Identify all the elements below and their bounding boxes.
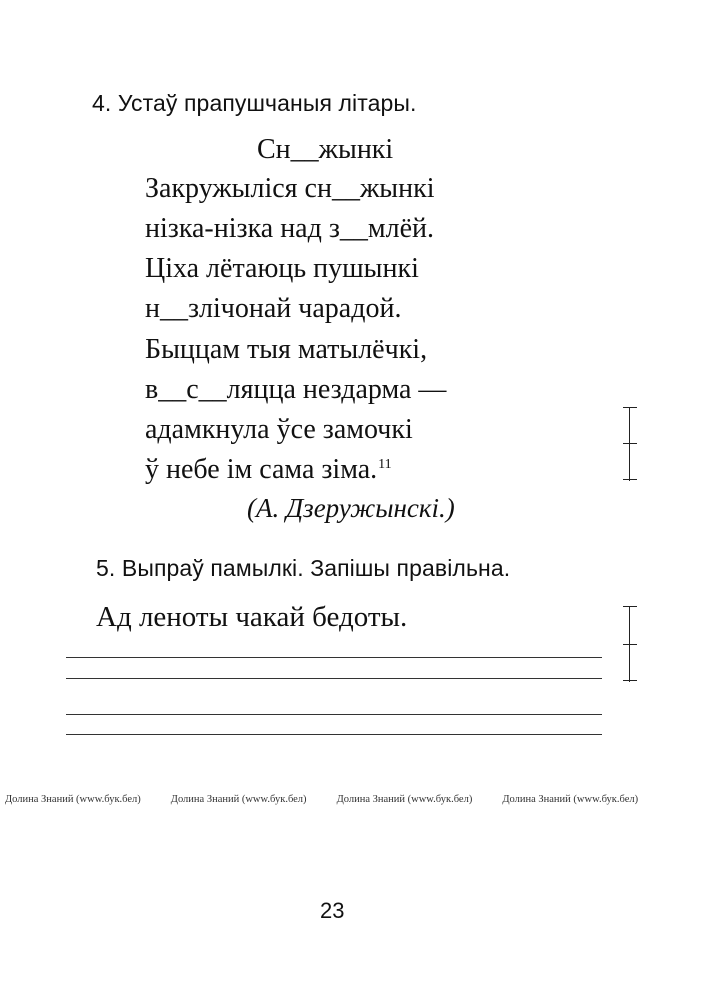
- watermark-row: [5, 789, 707, 805]
- answer-writing-line[interactable]: [66, 657, 602, 658]
- bracket-tick: [623, 443, 637, 444]
- poem-line: Ціха лётаюць пушынкі: [145, 253, 419, 284]
- task-4-title: 4. Устаў прапушчаныя літары.: [92, 90, 417, 116]
- watermark-text: Долина Знаний (www.бук.бел): [502, 794, 639, 805]
- bracket-tick: [623, 606, 637, 607]
- poem-title: Сн__жынкі: [257, 134, 394, 165]
- watermark-text: Долина Знаний (www.бук.бел): [5, 794, 141, 805]
- bracket-tick: [623, 644, 637, 645]
- bracket-tick: [623, 479, 637, 480]
- answer-writing-line[interactable]: [66, 678, 602, 679]
- error-sentence: Ад леноты чакай бедоты.: [96, 601, 408, 633]
- poem-line: адамкнула ўсе замочкі: [145, 414, 413, 445]
- watermark-text: Долина Знаний (www.бук.бел): [170, 794, 307, 805]
- poem-line: н__злічонай чарадой.: [145, 293, 402, 324]
- poem-line: в__с__ляцца нездарма —: [145, 374, 447, 405]
- task-5-title: 5. Выпраў памылкі. Запішы правільна.: [96, 555, 511, 581]
- score-bracket: [623, 606, 637, 682]
- poem-line: Закружыліся сн__жынкі: [145, 173, 435, 204]
- bracket-tick: [623, 407, 637, 408]
- poem-line-text: ў небе ім сама зіма.: [145, 454, 378, 485]
- bracket-line: [629, 407, 630, 481]
- bracket-tick: [623, 680, 637, 681]
- poem-author: (А. Дзеружынскі.): [247, 493, 455, 523]
- poem-line-last: [145, 456, 392, 484]
- footnote-reference: 11: [378, 457, 392, 472]
- poem-line: нізка-нізка над з__млёй.: [145, 213, 435, 244]
- score-bracket: [623, 407, 637, 481]
- answer-writing-line[interactable]: [66, 714, 602, 715]
- poem-line: Быццам тыя матылёчкі,: [145, 334, 428, 365]
- page-number: 23: [320, 898, 345, 923]
- answer-writing-line[interactable]: [66, 734, 602, 735]
- watermark-text: Долина Знаний (www.бук.бел): [336, 794, 473, 805]
